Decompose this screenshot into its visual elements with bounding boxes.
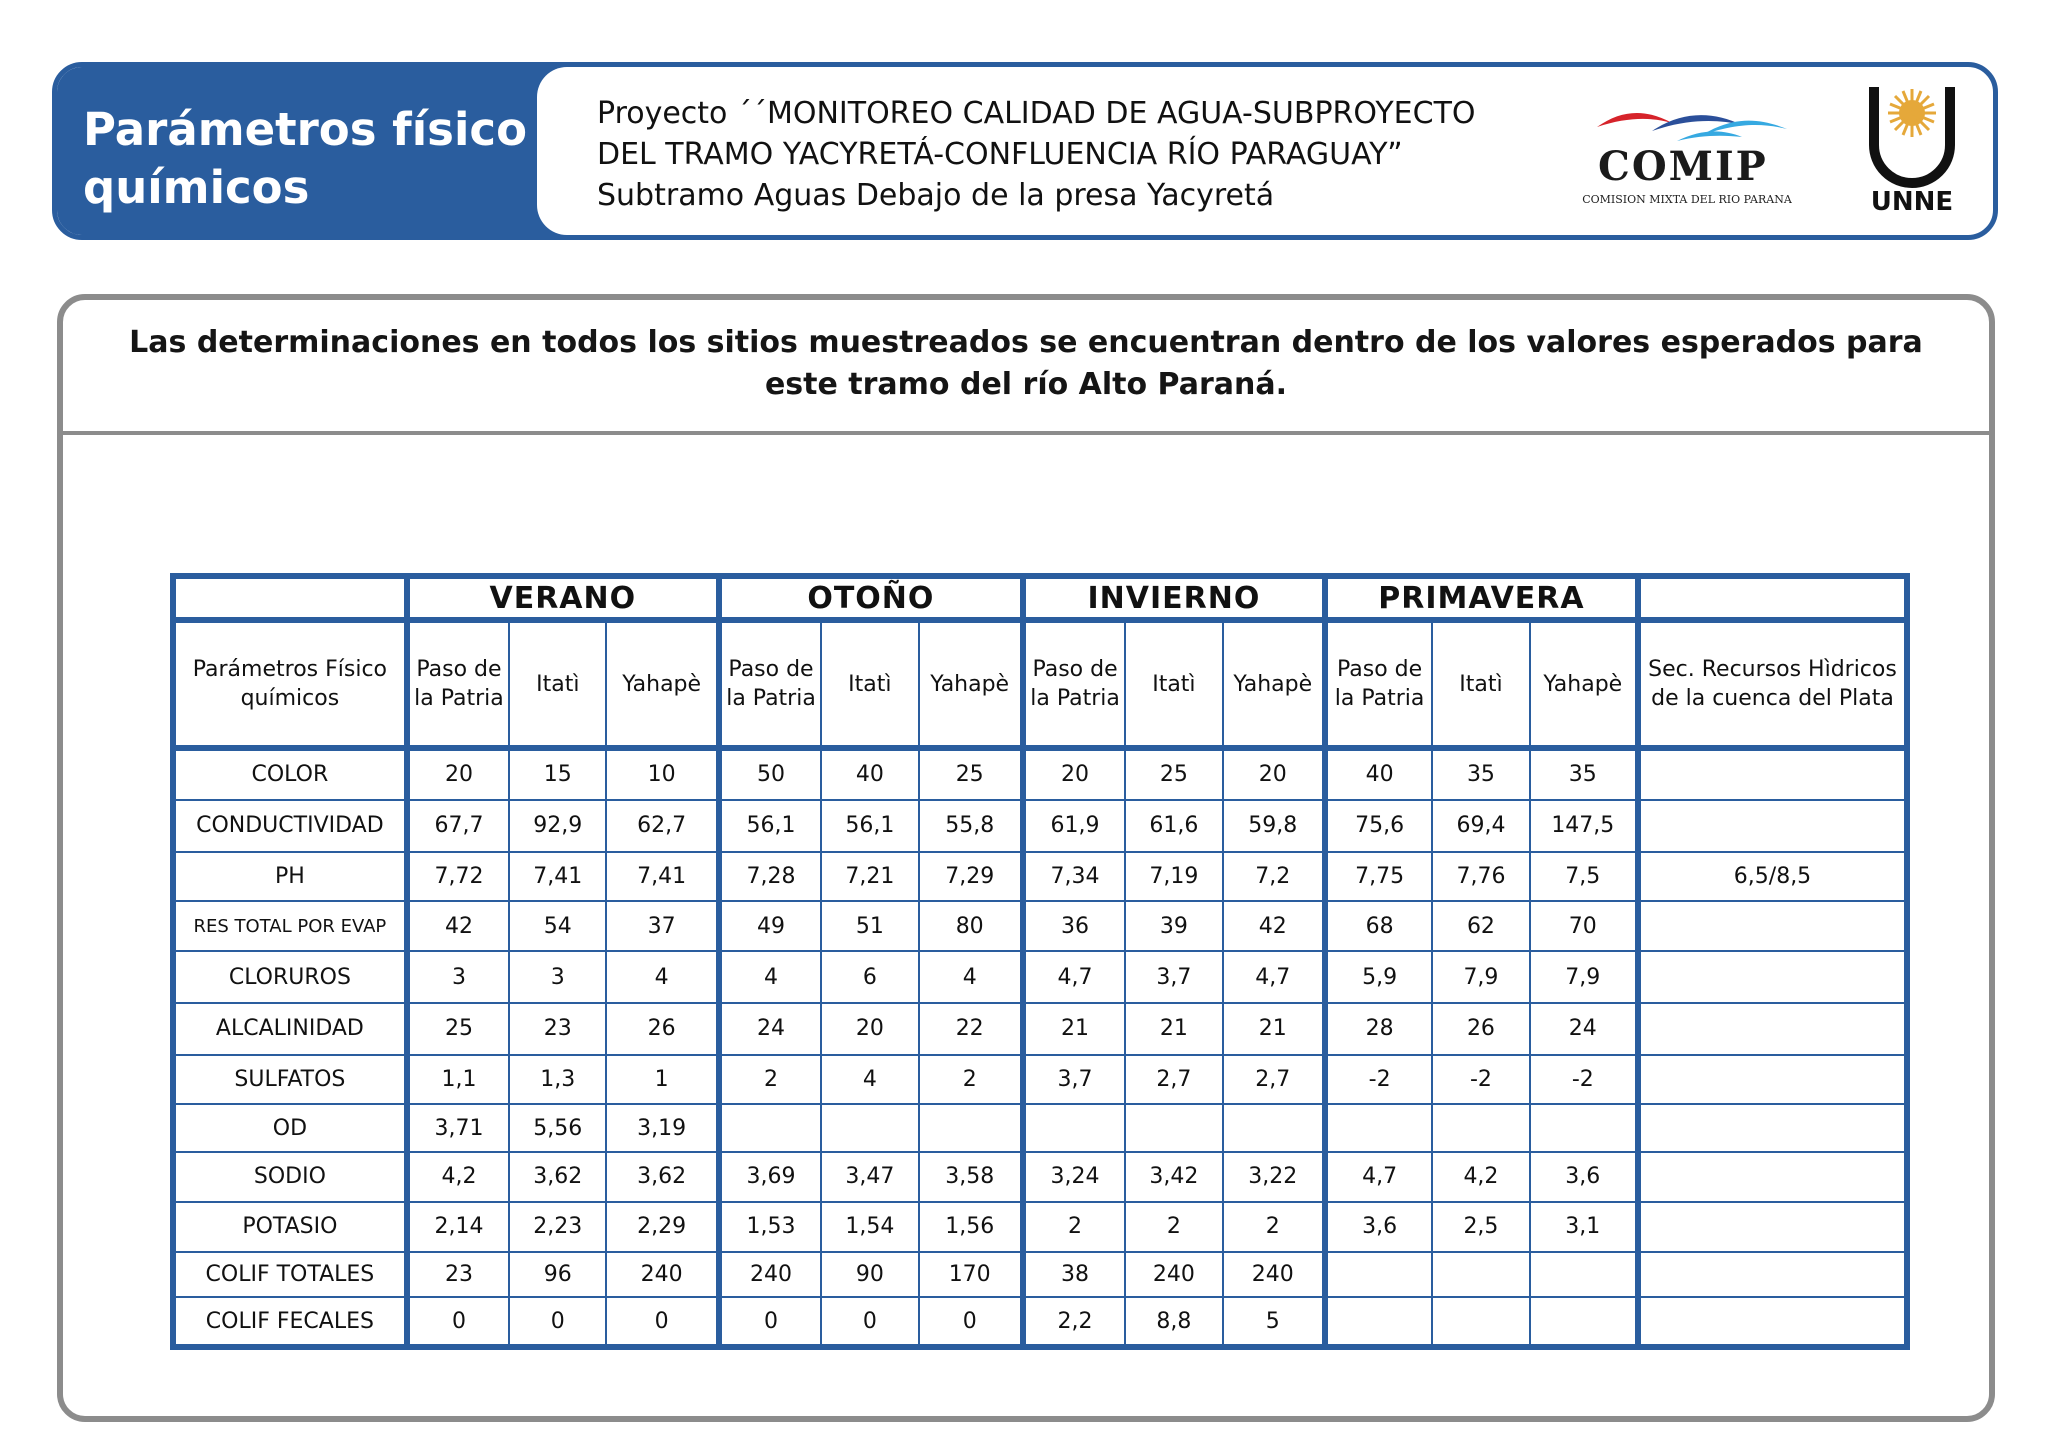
value-cell: 3,19 <box>606 1104 718 1152</box>
value-cell: 0 <box>509 1297 606 1347</box>
value-cell: 170 <box>919 1252 1023 1298</box>
value-cell: 2,7 <box>1223 1055 1325 1105</box>
value-cell: 0 <box>919 1297 1023 1347</box>
site-column-header: Paso de la Patria <box>1023 620 1125 748</box>
value-cell: 3,47 <box>821 1152 918 1202</box>
value-cell: 42 <box>407 901 509 951</box>
value-cell <box>1432 1252 1529 1298</box>
project-line2: DEL TRAMO YACYRETÁ-CONFLUENCIA RÍO PARAGUAY” <box>597 137 1403 172</box>
value-cell: 56,1 <box>821 800 918 852</box>
param-name-cell: COLIF FECALES <box>173 1297 407 1347</box>
season-header-row <box>173 576 1907 620</box>
reference-value-cell: 6,5/8,5 <box>1638 852 1907 902</box>
value-cell <box>1023 1104 1125 1152</box>
table-row <box>173 1152 1907 1202</box>
value-cell: 0 <box>821 1297 918 1347</box>
value-cell <box>919 1104 1023 1152</box>
param-name-cell: POTASIO <box>173 1202 407 1252</box>
table-row <box>173 1104 1907 1152</box>
value-cell: 90 <box>821 1252 918 1298</box>
table-row <box>173 1252 1907 1298</box>
value-cell <box>719 1104 821 1152</box>
value-cell: 2,29 <box>606 1202 718 1252</box>
value-cell: 240 <box>606 1252 718 1298</box>
value-cell: 3,42 <box>1125 1152 1222 1202</box>
value-cell: 23 <box>407 1252 509 1298</box>
value-cell: 3,6 <box>1530 1152 1638 1202</box>
value-cell: 2,2 <box>1023 1297 1125 1347</box>
reference-value-cell <box>1638 1297 1907 1347</box>
reference-value-cell <box>1638 748 1907 800</box>
reference-value-cell <box>1638 1055 1907 1105</box>
site-column-header: Itatì <box>509 620 606 748</box>
site-column-header: Yahapè <box>606 620 718 748</box>
site-column-header: Itatì <box>1125 620 1222 748</box>
value-cell: 1,54 <box>821 1202 918 1252</box>
value-cell: 26 <box>1432 1003 1529 1055</box>
value-cell <box>1432 1104 1529 1152</box>
value-cell: 61,6 <box>1125 800 1222 852</box>
value-cell: 147,5 <box>1530 800 1638 852</box>
param-name-cell: SODIO <box>173 1152 407 1202</box>
season-header: INVIERNO <box>1023 576 1325 620</box>
value-cell: 2 <box>1125 1202 1222 1252</box>
value-cell: 20 <box>407 748 509 800</box>
value-cell: 2 <box>1023 1202 1125 1252</box>
value-cell: 35 <box>1432 748 1529 800</box>
reference-value-cell <box>1638 1003 1907 1055</box>
comip-logo-word: COMIP <box>1598 143 1768 190</box>
value-cell: 7,41 <box>606 852 718 902</box>
site-column-header: Paso de la Patria <box>407 620 509 748</box>
value-cell: 3,69 <box>719 1152 821 1202</box>
value-cell: 80 <box>919 901 1023 951</box>
value-cell: 2,5 <box>1432 1202 1529 1252</box>
value-cell: 55,8 <box>919 800 1023 852</box>
value-cell: 3,62 <box>509 1152 606 1202</box>
comip-logo-sub: COMISION MIXTA DEL RIO PARANA <box>1582 193 1792 206</box>
param-name-cell: PH <box>173 852 407 902</box>
value-cell: -2 <box>1432 1055 1529 1105</box>
value-cell: 96 <box>509 1252 606 1298</box>
value-cell: 54 <box>509 901 606 951</box>
page-title <box>57 67 577 235</box>
value-cell: 25 <box>1125 748 1222 800</box>
value-cell: 3,22 <box>1223 1152 1325 1202</box>
value-cell: 1,1 <box>407 1055 509 1105</box>
site-column-header: Yahapè <box>1223 620 1325 748</box>
value-cell: 75,6 <box>1325 800 1432 852</box>
page-title-line1: Parámetros físico <box>83 103 527 156</box>
value-cell: 23 <box>509 1003 606 1055</box>
value-cell: 3,71 <box>407 1104 509 1152</box>
value-cell: -2 <box>1325 1055 1432 1105</box>
value-cell: 61,9 <box>1023 800 1125 852</box>
value-cell: 10 <box>606 748 718 800</box>
value-cell: 2,7 <box>1125 1055 1222 1105</box>
value-cell: 7,9 <box>1432 951 1529 1003</box>
reference-column-header: Sec. Recursos Hìdricos de la cuenca del Plata <box>1638 620 1907 748</box>
value-cell: 4,2 <box>407 1152 509 1202</box>
value-cell: 2 <box>919 1055 1023 1105</box>
blank-ref-cell <box>1638 576 1907 620</box>
project-line1: Proyecto ´´MONITOREO CALIDAD DE AGUA-SUBPROYECTO <box>597 96 1476 131</box>
value-cell: 0 <box>606 1297 718 1347</box>
value-cell <box>1530 1104 1638 1152</box>
value-cell: 40 <box>821 748 918 800</box>
value-cell: 38 <box>1023 1252 1125 1298</box>
value-cell: 59,8 <box>1223 800 1325 852</box>
value-cell: 4,7 <box>1023 951 1125 1003</box>
summary-text: Las determinaciones en todos los sitios muestreados se encuentran dentro de los valores esperados para este tramo del río Alto Paraná. <box>129 325 1923 402</box>
season-header: VERANO <box>407 576 719 620</box>
value-cell: 20 <box>1223 748 1325 800</box>
site-column-header: Yahapè <box>919 620 1023 748</box>
value-cell: 4,2 <box>1432 1152 1529 1202</box>
reference-value-cell <box>1638 1104 1907 1152</box>
value-cell: 240 <box>1125 1252 1222 1298</box>
value-cell: 40 <box>1325 748 1432 800</box>
value-cell <box>1325 1297 1432 1347</box>
value-cell: 49 <box>719 901 821 951</box>
value-cell: 21 <box>1125 1003 1222 1055</box>
value-cell: 4,7 <box>1325 1152 1432 1202</box>
value-cell: 26 <box>606 1003 718 1055</box>
value-cell: 69,4 <box>1432 800 1529 852</box>
reference-value-cell <box>1638 901 1907 951</box>
value-cell: 62 <box>1432 901 1529 951</box>
value-cell <box>1325 1252 1432 1298</box>
table-row <box>173 852 1907 902</box>
value-cell: 68 <box>1325 901 1432 951</box>
value-cell: 21 <box>1223 1003 1325 1055</box>
unne-logo <box>1862 83 1972 223</box>
value-cell: 2 <box>1223 1202 1325 1252</box>
value-cell: 24 <box>719 1003 821 1055</box>
table-row <box>173 1055 1907 1105</box>
unne-sun-icon <box>1862 83 1962 191</box>
param-column-header: Parámetros Físico químicos <box>173 620 407 748</box>
param-name-cell: COLIF TOTALES <box>173 1252 407 1298</box>
season-header: PRIMAVERA <box>1325 576 1638 620</box>
value-cell: 240 <box>719 1252 821 1298</box>
comip-waves-icon <box>1592 105 1792 147</box>
value-cell: 5,9 <box>1325 951 1432 1003</box>
value-cell: 3,6 <box>1325 1202 1432 1252</box>
param-name-cell: CLORUROS <box>173 951 407 1003</box>
value-cell: 20 <box>1023 748 1125 800</box>
panel-divider <box>63 431 1989 435</box>
site-column-header: Paso de la Patria <box>1325 620 1432 748</box>
value-cell: 7,19 <box>1125 852 1222 902</box>
value-cell: 7,41 <box>509 852 606 902</box>
table-row <box>173 1202 1907 1252</box>
site-column-header: Itatì <box>821 620 918 748</box>
table-row <box>173 1003 1907 1055</box>
value-cell: 2,14 <box>407 1202 509 1252</box>
value-cell: 3,62 <box>606 1152 718 1202</box>
value-cell: 67,7 <box>407 800 509 852</box>
table-row <box>173 951 1907 1003</box>
site-column-header: Yahapè <box>1530 620 1638 748</box>
value-cell: 25 <box>407 1003 509 1055</box>
value-cell: 37 <box>606 901 718 951</box>
value-cell: 28 <box>1325 1003 1432 1055</box>
value-cell: 240 <box>1223 1252 1325 1298</box>
reference-value-cell <box>1638 1152 1907 1202</box>
value-cell: 39 <box>1125 901 1222 951</box>
value-cell: 5 <box>1223 1297 1325 1347</box>
value-cell: 5,56 <box>509 1104 606 1152</box>
reference-value-cell <box>1638 800 1907 852</box>
value-cell: 4,7 <box>1223 951 1325 1003</box>
comip-logo <box>1562 105 1812 205</box>
value-cell: 20 <box>821 1003 918 1055</box>
season-header: OTOÑO <box>719 576 1023 620</box>
value-cell <box>1125 1104 1222 1152</box>
reference-value-cell <box>1638 1202 1907 1252</box>
value-cell: 1,56 <box>919 1202 1023 1252</box>
value-cell: 21 <box>1023 1003 1125 1055</box>
value-cell: 56,1 <box>719 800 821 852</box>
value-cell: 7,29 <box>919 852 1023 902</box>
site-column-header: Paso de la Patria <box>719 620 821 748</box>
param-name-cell: CONDUCTIVIDAD <box>173 800 407 852</box>
value-cell: 1,53 <box>719 1202 821 1252</box>
reference-value-cell <box>1638 1252 1907 1298</box>
column-header-row <box>173 620 1907 748</box>
value-cell: 3,24 <box>1023 1152 1125 1202</box>
value-cell: 8,8 <box>1125 1297 1222 1347</box>
value-cell: 22 <box>919 1003 1023 1055</box>
value-cell: 35 <box>1530 748 1638 800</box>
table-row <box>173 748 1907 800</box>
value-cell: 4 <box>606 951 718 1003</box>
value-cell <box>1223 1104 1325 1152</box>
value-cell: 15 <box>509 748 606 800</box>
value-cell: 62,7 <box>606 800 718 852</box>
parameters-table <box>170 573 1910 1350</box>
value-cell: 3,7 <box>1023 1055 1125 1105</box>
value-cell: 7,9 <box>1530 951 1638 1003</box>
blank-corner-cell <box>173 576 407 620</box>
value-cell: -2 <box>1530 1055 1638 1105</box>
header-banner <box>52 62 1998 240</box>
value-cell: 3 <box>407 951 509 1003</box>
value-cell: 50 <box>719 748 821 800</box>
value-cell: 2 <box>719 1055 821 1105</box>
value-cell: 7,72 <box>407 852 509 902</box>
value-cell: 42 <box>1223 901 1325 951</box>
value-cell: 0 <box>719 1297 821 1347</box>
value-cell: 3 <box>509 951 606 1003</box>
value-cell: 51 <box>821 901 918 951</box>
value-cell: 24 <box>1530 1003 1638 1055</box>
project-line3: Subtramo Aguas Debajo de la presa Yacyretá <box>597 178 1275 213</box>
value-cell: 4 <box>821 1055 918 1105</box>
page-title-line2: químicos <box>83 161 310 214</box>
value-cell: 7,76 <box>1432 852 1529 902</box>
site-column-header: Itatì <box>1432 620 1529 748</box>
value-cell: 92,9 <box>509 800 606 852</box>
value-cell: 6 <box>821 951 918 1003</box>
project-title <box>597 93 1476 216</box>
param-name-cell: COLOR <box>173 748 407 800</box>
param-name-cell: RES TOTAL POR EVAP <box>173 901 407 951</box>
value-cell: 7,34 <box>1023 852 1125 902</box>
param-name-cell: ALCALINIDAD <box>173 1003 407 1055</box>
value-cell: 7,21 <box>821 852 918 902</box>
value-cell: 4 <box>919 951 1023 1003</box>
value-cell <box>1530 1252 1638 1298</box>
value-cell: 7,28 <box>719 852 821 902</box>
value-cell: 7,75 <box>1325 852 1432 902</box>
table-row <box>173 800 1907 852</box>
value-cell: 25 <box>919 748 1023 800</box>
value-cell: 1,3 <box>509 1055 606 1105</box>
value-cell <box>1432 1297 1529 1347</box>
value-cell: 3,7 <box>1125 951 1222 1003</box>
table-row <box>173 1297 1907 1347</box>
param-name-cell: SULFATOS <box>173 1055 407 1105</box>
value-cell: 7,2 <box>1223 852 1325 902</box>
unne-logo-word: UNNE <box>1870 187 1954 217</box>
value-cell: 1 <box>606 1055 718 1105</box>
value-cell: 70 <box>1530 901 1638 951</box>
reference-value-cell <box>1638 951 1907 1003</box>
value-cell: 3,58 <box>919 1152 1023 1202</box>
table-body <box>173 748 1907 1347</box>
value-cell <box>1530 1297 1638 1347</box>
value-cell: 2,23 <box>509 1202 606 1252</box>
value-cell: 3,1 <box>1530 1202 1638 1252</box>
value-cell: 4 <box>719 951 821 1003</box>
value-cell: 36 <box>1023 901 1125 951</box>
value-cell <box>1325 1104 1432 1152</box>
value-cell <box>821 1104 918 1152</box>
table-row <box>173 901 1907 951</box>
param-name-cell: OD <box>173 1104 407 1152</box>
value-cell: 7,5 <box>1530 852 1638 902</box>
value-cell: 0 <box>407 1297 509 1347</box>
